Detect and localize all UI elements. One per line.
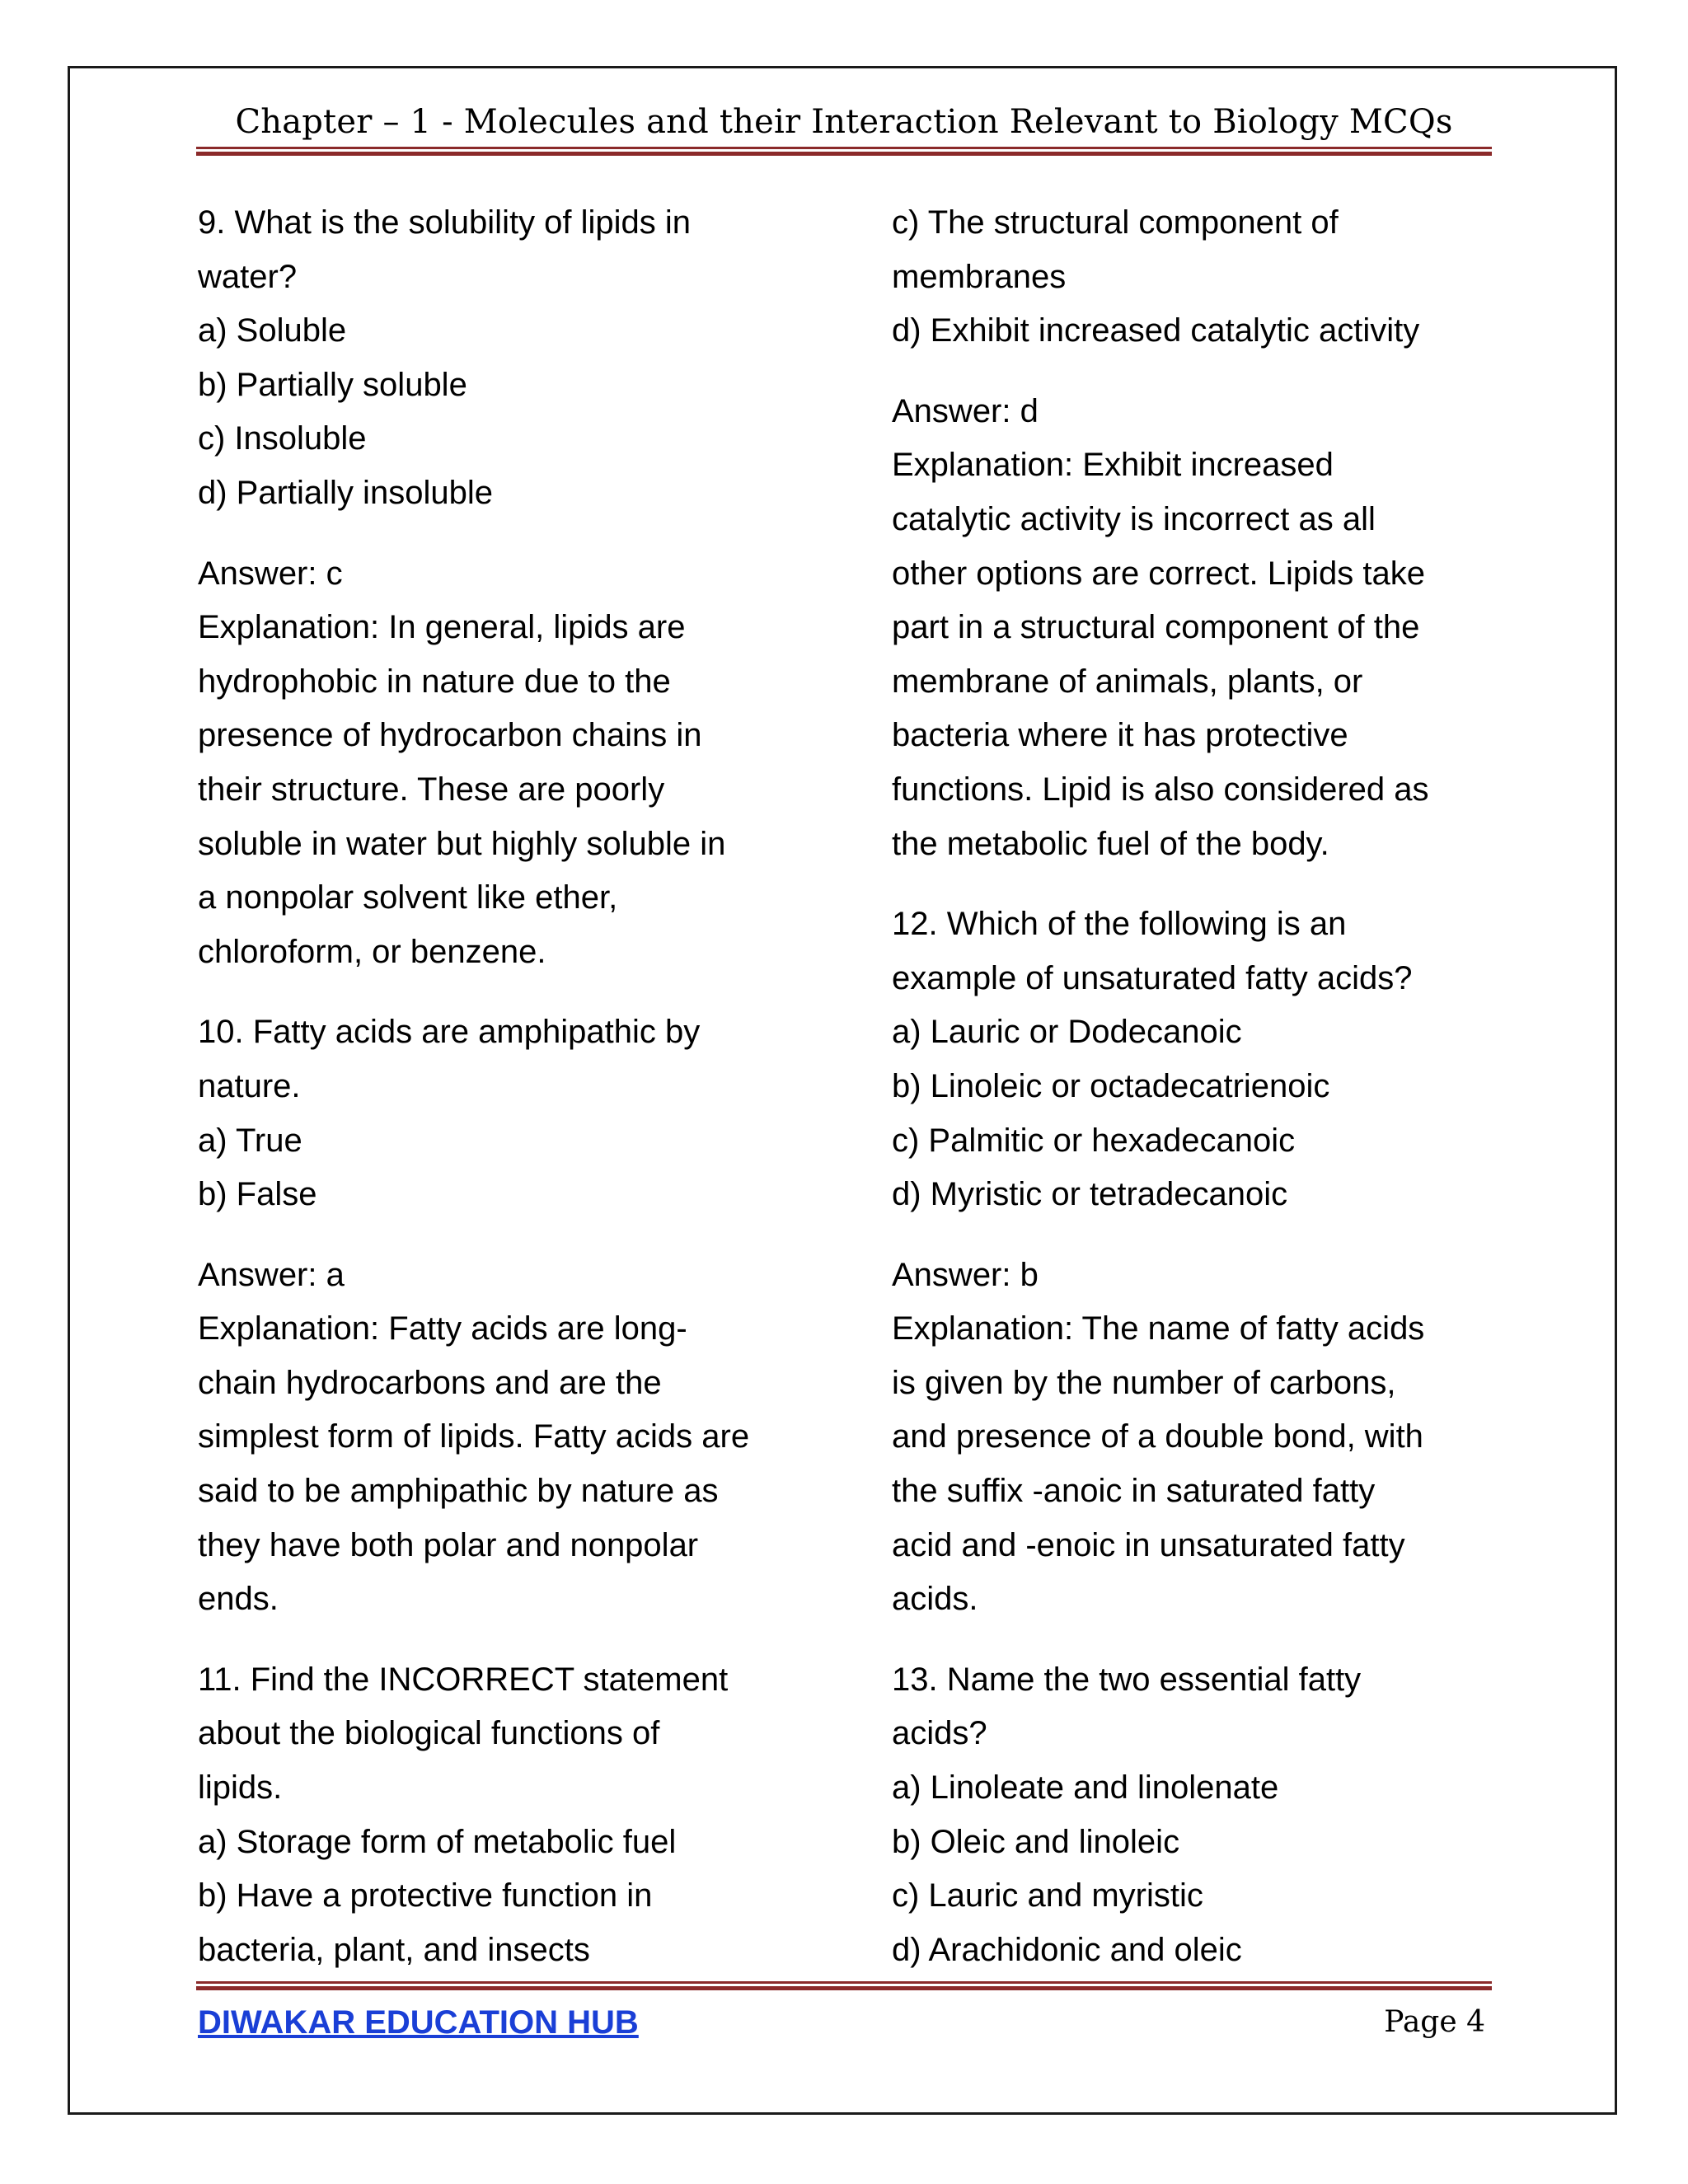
question-text: nature. — [198, 1067, 301, 1104]
question-9 — [198, 196, 824, 521]
explanation-line: catalytic activity is incorrect as all — [892, 500, 1376, 537]
explanation-line: presence of hydrocarbon chains in — [198, 717, 702, 754]
explanation-line: bacteria where it has protective — [892, 717, 1348, 754]
explanation-line: other options are correct. Lipids take — [892, 555, 1426, 592]
option-a: a) Linoleate and linolenate — [892, 1769, 1279, 1807]
question-text: 12. Which of the following is an — [892, 906, 1347, 943]
question-text: 9. What is the solubility of lipids in — [198, 204, 692, 241]
footer-brand-link[interactable]: DIWAKAR EDUCATION HUB — [198, 2004, 639, 2041]
question-text: acids? — [892, 1715, 987, 1752]
question-text: about the biological functions of — [198, 1715, 660, 1752]
question-11 — [198, 1653, 824, 1978]
explanation-line: chain hydrocarbons and are the — [198, 1364, 662, 1401]
question-text: 13. Name the two essential fatty — [892, 1661, 1362, 1698]
question-text: lipids. — [198, 1769, 283, 1807]
answer-text: Answer: c — [198, 555, 343, 592]
explanation-line: is given by the number of carbons, — [892, 1364, 1396, 1401]
answer-12 — [892, 1249, 1518, 1627]
explanation-line: and presence of a double bond, with — [892, 1418, 1423, 1455]
explanation-line: part in a structural component of the — [892, 609, 1420, 646]
option-c: c) The structural component of — [892, 204, 1339, 241]
option-a: a) True — [198, 1122, 302, 1159]
option-c: c) Lauric and myristic — [892, 1877, 1203, 1915]
explanation-line: Explanation: Exhibit increased — [892, 447, 1334, 484]
explanation-line: Explanation: In general, lipids are — [198, 609, 686, 646]
footer-rule — [196, 1981, 1492, 1990]
explanation-line: membrane of animals, plants, or — [892, 663, 1363, 700]
option-d: d) Partially insoluble — [198, 474, 493, 511]
answer-10 — [198, 1249, 824, 1627]
option-d: d) Exhibit increased catalytic activity — [892, 312, 1420, 349]
answer-11 — [892, 385, 1518, 871]
header-rule — [196, 147, 1492, 156]
explanation-line: said to be amphipathic by nature as — [198, 1473, 719, 1510]
page-header-title: Chapter – 1 - Molecules and their Interaction Relevant to Biology MCQs — [235, 103, 1453, 141]
question-text: water? — [198, 258, 298, 295]
question-12 — [892, 898, 1518, 1222]
explanation-line: their structure. These are poorly — [198, 771, 665, 808]
question-10 — [198, 1005, 824, 1221]
answer-text: Answer: d — [892, 392, 1039, 429]
option-a: a) Lauric or Dodecanoic — [892, 1014, 1242, 1051]
option-b: b) Linoleic or octadecatrienoic — [892, 1067, 1330, 1104]
option-a: a) Storage form of metabolic fuel — [198, 1823, 677, 1860]
option-c: c) Palmitic or hexadecanoic — [892, 1122, 1296, 1159]
explanation-line: they have both polar and nonpolar — [198, 1526, 699, 1563]
explanation-line: hydrophobic in nature due to the — [198, 663, 671, 700]
explanation-line: Explanation: The name of fatty acids — [892, 1310, 1425, 1347]
question-11-continued — [892, 196, 1518, 359]
question-text: example of unsaturated fatty acids? — [892, 959, 1413, 996]
explanation-line: simplest form of lipids. Fatty acids are — [198, 1418, 750, 1455]
explanation-line: the suffix -anoic in saturated fatty — [892, 1473, 1376, 1510]
answer-text: Answer: b — [892, 1256, 1039, 1293]
question-text: 11. Find the INCORRECT statement — [198, 1661, 729, 1698]
option-b: b) Have a protective function in — [198, 1877, 653, 1915]
option-b-cont: bacteria, plant, and insects — [198, 1931, 590, 1968]
explanation-line: soluble in water but highly soluble in — [198, 825, 726, 862]
right-column — [892, 196, 1518, 2004]
option-b: b) False — [198, 1176, 317, 1213]
explanation-line: acid and -enoic in unsaturated fatty — [892, 1526, 1405, 1563]
option-b: b) Oleic and linoleic — [892, 1823, 1180, 1860]
explanation-line: Explanation: Fatty acids are long- — [198, 1310, 687, 1347]
option-c-cont: membranes — [892, 258, 1067, 295]
explanation-line: a nonpolar solvent like ether, — [198, 879, 618, 916]
explanation-line: ends. — [198, 1581, 279, 1618]
question-text: 10. Fatty acids are amphipathic by — [198, 1014, 701, 1051]
left-column — [198, 196, 824, 2004]
page-number: Page 4 — [1384, 2005, 1485, 2039]
option-d: d) Arachidonic and oleic — [892, 1931, 1242, 1968]
explanation-line: acids. — [892, 1581, 978, 1618]
explanation-line: the metabolic fuel of the body. — [892, 825, 1329, 862]
option-c: c) Insoluble — [198, 420, 367, 457]
explanation-line: chloroform, or benzene. — [198, 933, 546, 970]
option-d: d) Myristic or tetradecanoic — [892, 1176, 1288, 1213]
question-13 — [892, 1653, 1518, 1978]
answer-9 — [198, 547, 824, 980]
explanation-line: functions. Lipid is also considered as — [892, 771, 1429, 808]
option-b: b) Partially soluble — [198, 366, 467, 403]
option-a: a) Soluble — [198, 312, 347, 349]
answer-text: Answer: a — [198, 1256, 345, 1293]
